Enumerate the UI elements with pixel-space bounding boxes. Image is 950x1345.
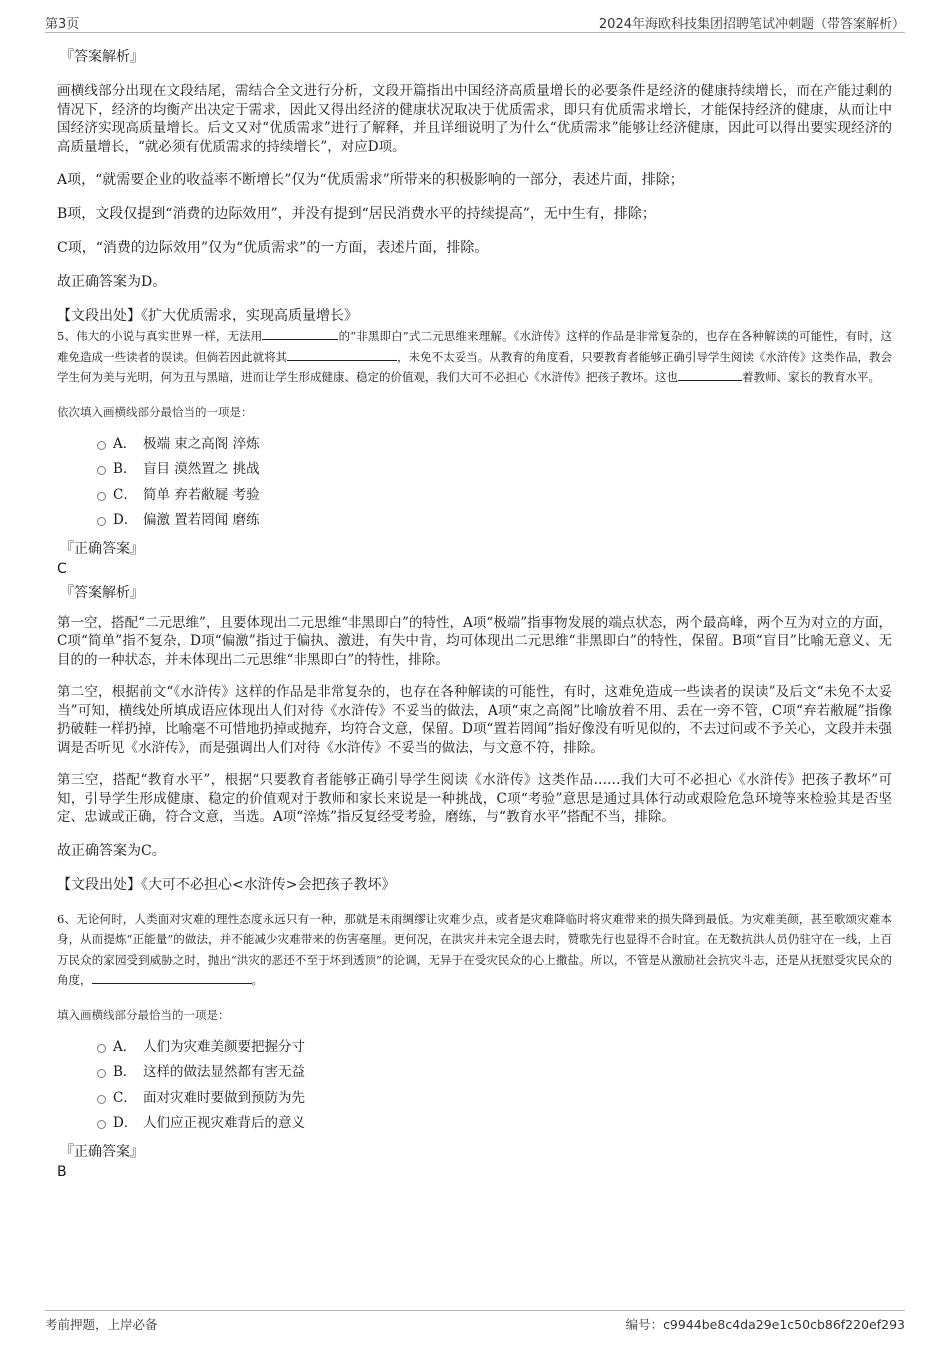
option-d[interactable] [97,1111,892,1137]
document-id: 编号：c9944be8c4da29e1c50cb86f220ef293 [625,1317,905,1332]
option-text: 极端 束之高阁 淬炼 [143,435,260,452]
option-text: 人们应正视灾难背后的意义 [143,1115,305,1131]
question-6-text [57,909,892,991]
radio-icon[interactable] [97,1095,106,1104]
analysis-label: 『答案解析』 [60,584,144,601]
answer-conclusion: 故正确答案为C。 [57,842,166,859]
footer-slogan: 考前押题，上岸必备 [45,1317,158,1332]
correct-answer-label: 『正确答案』 [60,540,144,557]
question-text-segment: 着教师、家长的教育水平。 [742,370,880,384]
analysis-option-a: A项，“就需要企业的收益率不断增长”仅为“优质需求”所带来的积极影响的一部分，表述片面，排除； [57,172,684,188]
radio-icon[interactable] [97,466,106,475]
question-text-segment: ，未免不太妥当。从教育的角度看，只要教育者能够正确引导学生阅读《水浒传》这类作品，教会学生何为美与光明，何为丑与黑暗，进而让学生形成健康、稳定的价值观，我们大可不必担心《水浒传》把孩子教坏。这也 [57,349,892,384]
question-text-segment: 的“非黑即白”式二元思维来理解。《水浒传》这样的作品是非常复杂的，也存在各种解读的可能性，有时，这难免造成一些读者的误读。但倘若因此就将其 [57,329,892,364]
answer-conclusion: 故正确答案为D。 [57,274,167,290]
question-prompt: 依次填入画横线部分最恰当的一项是： [57,404,253,419]
option-text: 人们为灾难美颜要把握分寸 [143,1038,305,1055]
source-citation: 【文段出处】《大可不必担心<水浒传>会把孩子教坏》 [57,876,396,893]
fill-blank [678,368,742,381]
fill-blank [262,327,338,340]
analysis-paragraph: 第二空，根据前文“《水浒传》这样的作品是非常复杂的，也存在各种解读的可能性，有时，这难免造成一些读者的误读”及后文“未免不太妥当”可知，横线处所填成语应体现出人们对待《水浒传》不妥当的做法，A项“束之高阁”比喻放着不用、丢在一旁不管，C项“弃若敝屣”指像扔破鞋一样扔掉，比喻毫不可惜地扔掉或抛弃，均符合文意，保留。D项“置若罔闻”指好像没有听见似的，不去过问或不予关心，文段并未强调是否听见《水浒传》，而是强调出人们对待《水浒传》不妥当的做法，与文意不符，排除。 [57,684,892,756]
option-b[interactable] [97,1060,892,1086]
correct-answer: B [57,1163,67,1180]
radio-icon[interactable] [97,1069,106,1078]
radio-icon[interactable] [97,1120,106,1129]
question-text-segment: 5、伟大的小说与真实世界一样，无法用 [57,329,263,343]
question-5-text [57,326,892,388]
option-letter: A． [113,1038,137,1055]
option-letter: A． [113,435,137,452]
option-b[interactable] [97,457,892,483]
question-prompt: 填入画横线部分最恰当的一项是： [57,1007,230,1022]
analysis-paragraph: 第三空，搭配“教育水平”，根据“只要教育者能够正确引导学生阅读《水浒传》这类作品……我们大可不必担心《水浒传》把孩子教坏”可知，引导学生形成健康、稳定的价值观对于教师和家长来说是一种挑战，C项“考验”意思是通过具体行动或艰险危急环境等来检验其是否坚定、忠诚或正确，符合文意，当选。A项“淬炼”指反复经受考验，磨练，与“教育水平”搭配不当，排除。 [57,772,892,825]
option-list [97,432,892,534]
option-letter: B． [113,1064,137,1080]
analysis-paragraph: 第一空，搭配“二元思维”，且要体现出二元思维“非黑即白”的特性，A项“极端”指事物发展的端点状态，两个最高峰，两个互为对立的方面，C项“简单”指不复杂，D项“偏激”指过于偏执、激进，有失中肯，均可体现出二元思维“非黑即白”的特性，保留。B项“盲目”比喻无意义、无目的的一种状态，并未体现出二元思维“非黑即白”的特性，排除。 [57,614,892,668]
correct-answer-label: 『正确答案』 [60,1143,144,1160]
document-title: 2024年海欧科技集团招聘笔试冲刺题（带答案解析） [598,17,905,32]
radio-icon[interactable] [97,1044,106,1053]
radio-icon[interactable] [97,517,106,526]
option-text: 偏激 置若罔闻 磨练 [143,512,260,528]
option-letter: D． [113,512,138,528]
question-text-segment: 6、无论何时，人类面对灾难的理性态度永远只有一种，那就是未雨绸缪让灾难少点，或者是灾难降临时将灾难带来的损失降到最低。为灾难美颜，甚至歌颂灾难本身，从而提炼“正能量”的做法，并不能减少灾难带来的伤害毫厘。更何况，在洪灾并未完全退去时，赞歌先行也显得不合时宜。在无数抗洪人员仍驻守在一线，上百万民众的家园受到威胁之时，抛出“洪灾的恶还不至于坏到透顶”的论调，无异于在受灾民众的心上撒盐。所以，不管是从激励社会抗灾斗志，还是从抚慰受灾民众的角度， [57,911,892,987]
option-text: 简单 弃若敝屣 考验 [143,486,260,503]
page-number: 第3页 [45,17,80,32]
analysis-option-c: C项，“消费的边际效用”仅为“优质需求”的一方面，表述片面，排除。 [57,240,489,256]
option-letter: D． [113,1115,138,1131]
fill-blank [92,971,252,984]
analysis-option-b: B项，文段仅提到“消费的边际效用”，并没有提到“居民消费水平的持续提高”，无中生有，排除； [57,206,656,222]
option-c[interactable] [97,1086,892,1112]
option-letter: B． [113,461,137,477]
option-a[interactable] [97,1035,892,1061]
option-d[interactable] [97,508,892,534]
radio-icon[interactable] [97,492,106,501]
page-content [57,46,892,1181]
option-letter: C． [113,1089,137,1106]
question-text-segment: 。 [251,973,263,987]
radio-icon[interactable] [97,441,106,450]
correct-answer: C [57,560,67,577]
option-list [97,1035,892,1137]
analysis-label: 『答案解析』 [60,49,144,65]
page-header [45,10,905,33]
option-a[interactable] [97,432,892,458]
analysis-paragraph: 画横线部分出现在文段结尾，需结合全文进行分析，文段开篇指出中国经济高质量增长的必要条件是经济的健康持续增长，而在产能过剩的情况下，经济的均衡产出决定于需求，因此又得出经济的健康状况取决于优质需求，即只有优质需求增长，才能保持经济的健康，从而让中国经济实现高质量增长。后文又对“优质需求”进行了解释，并且详细说明了为什么“优质需求”能够让经济健康，因此可以得出要实现经济的高质量增长，“就必须有优质需求的持续增长”，对应D项。 [57,83,892,155]
fill-blank [287,348,397,361]
option-text: 面对灾难时要做到预防为先 [143,1089,305,1106]
option-text: 这样的做法显然都有害无益 [143,1064,305,1080]
page-footer [45,1310,905,1335]
option-letter: C． [113,486,137,503]
option-text: 盲目 漠然置之 挑战 [143,461,260,477]
option-c[interactable] [97,483,892,509]
source-citation: 【文段出处】《扩大优质需求，实现高质量增长》 [57,308,358,324]
